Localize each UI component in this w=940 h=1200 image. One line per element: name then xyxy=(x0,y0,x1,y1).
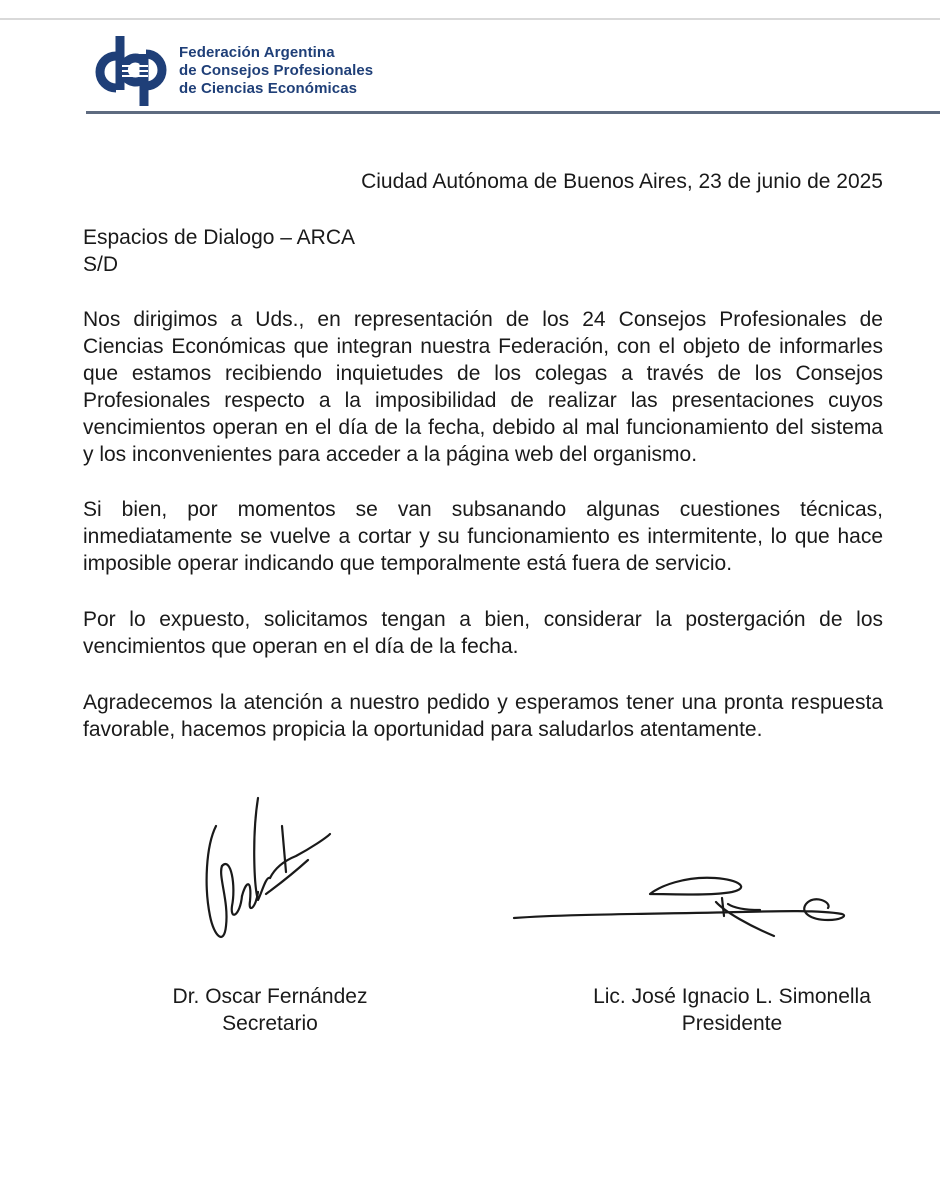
organization-name xyxy=(179,44,373,98)
place-and-date: Ciudad Autónoma de Buenos Aires, 23 de junio de 2025 xyxy=(361,170,883,193)
addressee xyxy=(83,224,355,278)
addressee-line-2: S/D xyxy=(83,253,119,276)
org-name-line-1: Federación Argentina xyxy=(179,44,335,61)
body-paragraph-3: Por lo expuesto, solicitamos tengan a bien, considerar la postergación de los vencimientos que operan en el día de la fecha. xyxy=(83,608,883,658)
secretary-name: Dr. Oscar Fernández xyxy=(172,985,368,1008)
signature-block-president xyxy=(572,983,892,1037)
body-paragraph-1: Nos dirigimos a Uds., en representación de los 24 Consejos Profesionales de Ciencias Económicas que integran nuestra Federación, con el objeto de informarles que estamos recibiendo inquietudes de los colegas a través de los Consejos Profesionales respecto a la imposibilidad de realizar las presentaciones cuyos vencimientos operan en el día de la fecha, debido al mal funcionamiento del sistema y los inconvenientes para acceder a la página web del organismo. xyxy=(83,308,883,466)
president-role: Presidente xyxy=(681,1012,783,1035)
addressee-line-1: Espacios de Dialogo – ARCA xyxy=(83,226,355,249)
body-paragraph-2: Si bien, por momentos se van subsanando algunas cuestiones técnicas, inmediatamente se vuelve a cortar y su funcionamiento es intermitente, lo que hace imposible operar indicando que temporalmente está fuera de servicio. xyxy=(83,498,883,575)
body-paragraph-4: Agradecemos la atención a nuestro pedido y esperamos tener una pronta respuesta favorable, hacemos propicia la oportunidad para saludarlos atentamente. xyxy=(83,691,883,741)
signature-secretary xyxy=(196,796,336,956)
president-name: Lic. José Ignacio L. Simonella xyxy=(593,985,871,1008)
header-divider xyxy=(86,111,940,114)
federation-logo xyxy=(86,34,172,106)
org-name-line-3: de Ciencias Económicas xyxy=(179,80,358,97)
top-border-line xyxy=(0,18,940,20)
secretary-role: Secretario xyxy=(222,1012,318,1035)
letterhead xyxy=(86,34,940,114)
org-name-line-2: de Consejos Profesionales xyxy=(179,62,374,79)
signature-president xyxy=(510,864,850,944)
signature-block-secretary xyxy=(160,983,380,1037)
